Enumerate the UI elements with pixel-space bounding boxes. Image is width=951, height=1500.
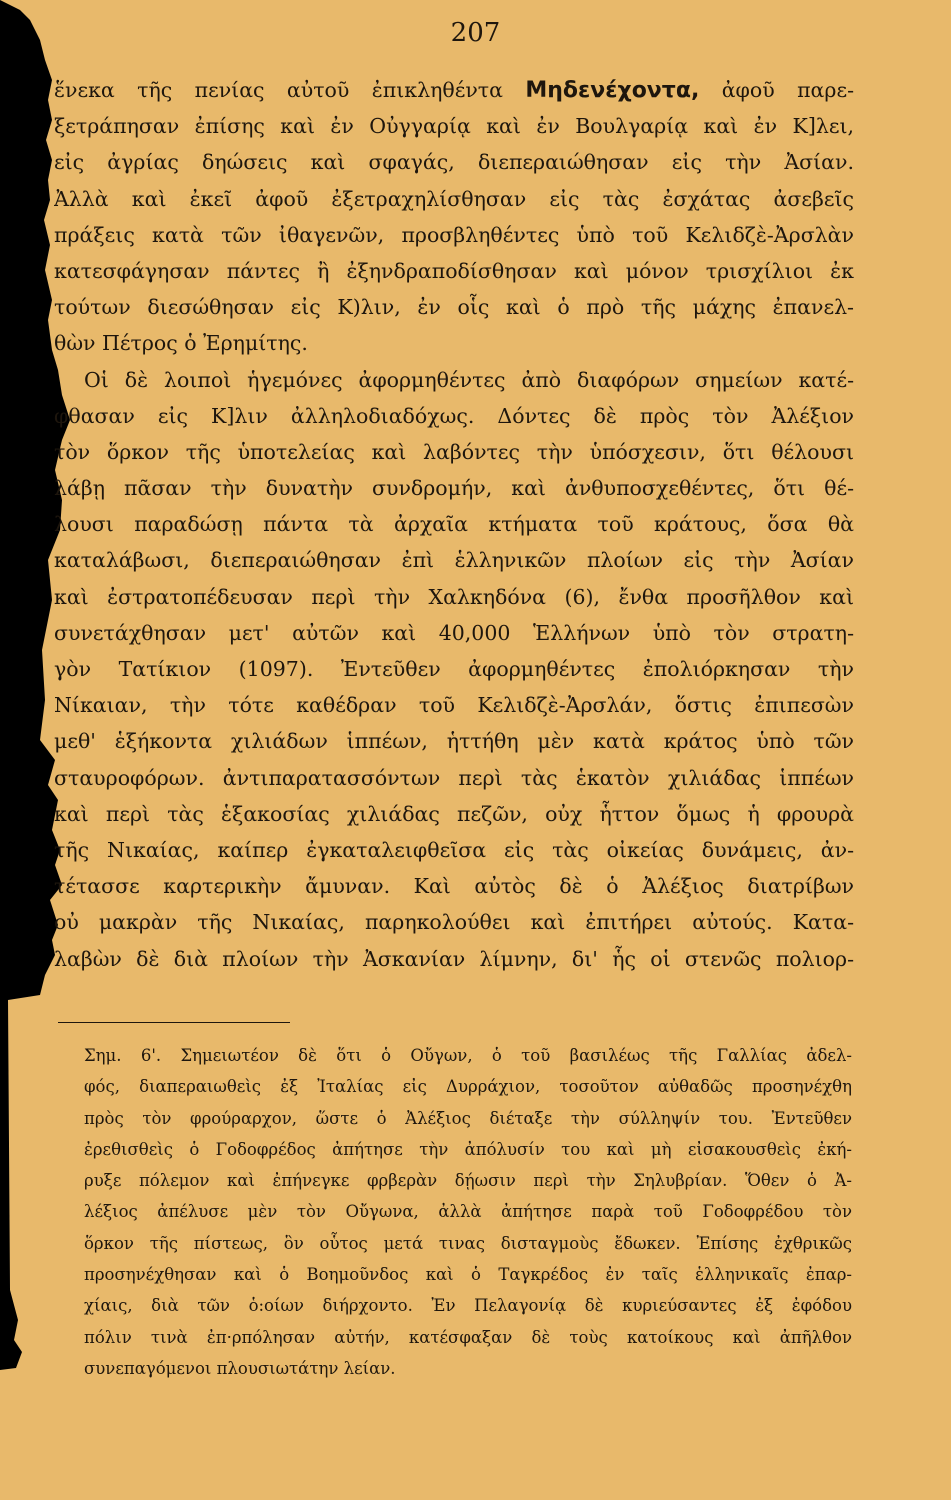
text-line: Νίκαιαν, τὴν τότε καθέδραν τοῦ Κελιδζὲ-Ἀρσλάν, ὅστις ἐπιπεσὼν bbox=[54, 693, 854, 718]
text-line: Ἀλλὰ καὶ ἐκεῖ ἀφοῦ ἐξετραχηλίσθησαν εἰς τὰς ἐσχάτας ἀσεβεῖς bbox=[54, 186, 854, 211]
footnote-line: συνεπαγόμενοι πλουσιωτάτην λείαν. bbox=[84, 1358, 396, 1378]
text-line: καὶ περὶ τὰς ἑξακοσίας χιλιάδας πεζῶν, οὐχ ἧττον ὅμως ἡ φρουρὰ bbox=[54, 801, 854, 826]
footnote-line: λέξιος ἀπέλυσε μὲν τὸν Οὔγωνα, ἀλλὰ ἀπήτησε παρὰ τοῦ Γοδοφρέδου τὸν bbox=[84, 1202, 852, 1222]
text-line: εἰς ἀγρίας δηώσεις καὶ σφαγάς, διεπεραιώθησαν εἰς τὴν Ἀσίαν. bbox=[54, 150, 854, 175]
footnote-line: ρυξε πόλεμον καὶ ἐπήνεγκε φρβερὰν δῄωσιν περὶ τὴν Σηλυβρίαν. Ὅθεν ὁ Ἀ- bbox=[84, 1171, 852, 1191]
text-line: καταλάβωσι, διεπεραιώθησαν ἐπὶ ἑλληνικῶν πλοίων εἰς τὴν Ἀσίαν bbox=[54, 548, 854, 573]
footnote-line: πόλιν τινὰ ἐπ·ρπόλησαν αὐτήν, κατέσφαξαν δὲ τοὺς κατοίκους καὶ ἀπῆλθον bbox=[84, 1327, 852, 1347]
footnote-line: προσηνέχθησαν καὶ ὁ Βοημοῦνδος καὶ ὁ Ταγκρέδος ἐν ταῖς ἑλληνικαῖς ἐπαρ- bbox=[84, 1265, 852, 1285]
text-line: ξετράπησαν ἐπίσης καὶ ἐν Οὐγγαρίᾳ καὶ ἐν Βουλγαρίᾳ καὶ ἐν Κ]λει, bbox=[54, 114, 854, 139]
footnote-line: Σημ. 6'. Σημειωτέον δὲ ὅτι ὁ Οὔγων, ὁ τοῦ βασιλέως τῆς Γαλλίας ἀδελ- bbox=[84, 1046, 852, 1065]
emphasized-name: Μηδενέχοντα, bbox=[525, 78, 700, 103]
text-segment: ἀφοῦ παρε- bbox=[699, 78, 854, 102]
footnote-block bbox=[84, 1040, 852, 1384]
text-line: σταυροφόρων. ἀντιπαρατασσόντων περὶ τὰς ἑκατὸν χιλιάδας ἱππέων bbox=[54, 765, 854, 790]
footnote-line: ὅρκον τῆς πίστεως, ὃν οὗτος μετά τινας δισταγμοὺς ἔδωκεν. Ἐπίσης ἐχθρικῶς bbox=[84, 1233, 852, 1253]
text-line: κατεσφάγησαν πάντες ἢ ἐξηνδραποδίσθησαν καὶ μόνον τρισχίλιοι ἐκ bbox=[54, 258, 854, 283]
text-line: θὼν Πέτρος ὁ Ἐρημίτης. bbox=[54, 331, 308, 356]
text-line: συνετάχθησαν μετ' αὐτῶν καὶ 40,000 Ἑλλήνων ὑπὸ τὸν στρατη- bbox=[54, 620, 854, 645]
page-number: 207 bbox=[450, 18, 501, 48]
footnote-separator bbox=[58, 1022, 290, 1023]
text-line: Οἱ δὲ λοιποὶ ἡγεμόνες ἀφορμηθέντες ἀπὸ διαφόρων σημείων κατέ- bbox=[84, 367, 854, 392]
footnote-line: χίαις, διὰ τῶν ὁ:οίων διήρχοντο. Ἐν Πελαγονίᾳ δὲ κυριεύσαντες ἐξ ἐφόδου bbox=[84, 1296, 852, 1316]
footnote-line: φός, διαπεραιωθεὶς ἐξ Ἰταλίας εἰς Δυρράχιον, τοσοῦτον αὐθαδῶς προσηνέχθη bbox=[84, 1077, 852, 1097]
text-line: καὶ ἐστρατοπέδευσαν περὶ τὴν Χαλκηδόνα (6), ἔνθα προσῆλθον καὶ bbox=[54, 584, 854, 609]
text-line: τὸν ὅρκον τῆς ὑποτελείας καὶ λαβόντες τὴν ὑπόσχεσιν, ὅτι θέλουσι bbox=[54, 439, 854, 464]
main-text bbox=[54, 72, 854, 977]
text-line: λαβὼν δὲ διὰ πλοίων τὴν Ἀσκανίαν λίμνην, δι' ἧς οἱ στενῶς πολιορ- bbox=[54, 946, 854, 971]
text-line: τέτασσε καρτερικὴν ἄμυναν. Καὶ αὐτὸς δὲ ὁ Ἀλέξιος διατρίβων bbox=[54, 874, 854, 899]
text-line: τούτων διεσώθησαν εἰς Κ)λιν, ἐν οἷς καὶ ὁ πρὸ τῆς μάχης ἐπανελ- bbox=[54, 295, 854, 320]
text-line: γὸν Τατίκιον (1097). Ἐντεῦθεν ἀφορμηθέντες ἐπολιόρκησαν τὴν bbox=[54, 657, 854, 681]
text-line bbox=[54, 72, 854, 108]
text-segment: ἕνεκα τῆς πενίας αὐτοῦ ἐπικληθέντα bbox=[54, 78, 526, 102]
footnote-line: ἐρεθισθεὶς ὁ Γοδοφρέδος ἀπήτησε τὴν ἀπόλυσίν του καὶ μὴ εἰσακουσθεὶς ἐκή- bbox=[84, 1139, 852, 1159]
text-line: μεθ' ἑξήκοντα χιλιάδων ἱππέων, ἡττήθη μὲν κατὰ κράτος ὑπὸ τῶν bbox=[54, 729, 854, 754]
text-line: τῆς Νικαίας, καίπερ ἐγκαταλειφθεῖσα εἰς τὰς οἰκείας δυνάμεις, ἀν- bbox=[54, 837, 854, 862]
text-line: πράξεις κατὰ τῶν ἰθαγενῶν, προσβληθέντες ὑπὸ τοῦ Κελιδζὲ-Ἀρσλὰν bbox=[54, 222, 854, 247]
text-line: οὐ μακρὰν τῆς Νικαίας, παρηκολούθει καὶ ἐπιτήρει αὐτούς. Κατα- bbox=[54, 910, 854, 935]
footnote-line: πρὸς τὸν φρούραρχον, ὥστε ὁ Ἀλέξιος διέταξε τὴν σύλληψίν του. Ἐντεῦθεν bbox=[84, 1108, 852, 1128]
text-line: λάβῃ πᾶσαν τὴν δυνατὴν συνδρομήν, καὶ ἀνθυποσχεθέντες, ὅτι θέ- bbox=[54, 476, 854, 501]
text-line: φθασαν εἰς Κ]λιν ἀλληλοδιαδόχως. Δόντες δὲ πρὸς τὸν Ἀλέξιον bbox=[54, 403, 854, 428]
text-line: λουσι παραδώσῃ πάντα τὰ ἀρχαῖα κτήματα τοῦ κράτους, ὅσα θὰ bbox=[54, 512, 854, 537]
